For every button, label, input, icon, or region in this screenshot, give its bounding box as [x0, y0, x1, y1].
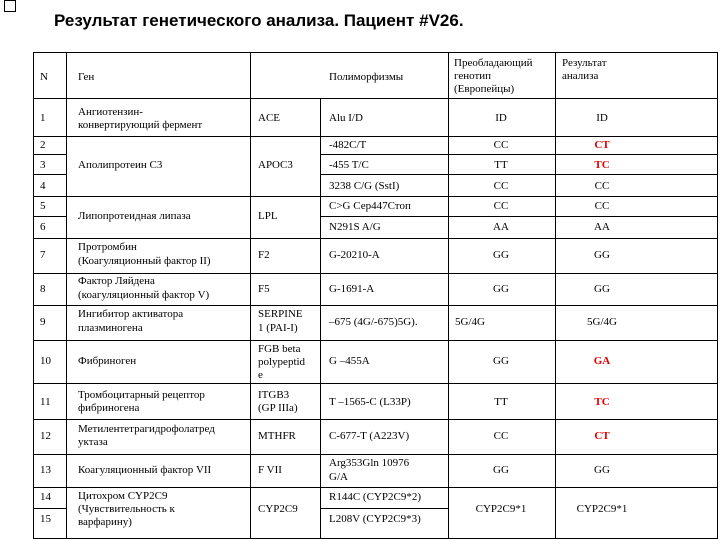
row-9-symbol-line2: 1 (PAI-I)	[258, 322, 298, 334]
row-13-symbol: F VII	[258, 464, 282, 476]
row-12-polymorphism: C-677-T (A223V)	[329, 430, 410, 442]
row-1-gene-line2: конвертирующий фермент	[78, 119, 203, 131]
row-11-symbol-line2: (GP IIIa)	[258, 402, 298, 414]
row-8-gene-line1: Фактор Ляйдена	[78, 275, 155, 287]
row-7-prevalent: GG	[493, 249, 509, 261]
header-result-line2: анализа	[562, 70, 599, 82]
row-15-gene-line2: (Чувствительность к	[78, 503, 175, 515]
row-12-gene-line1: Метилентетрагидрофолатред	[78, 423, 215, 435]
row-1-n: 1	[40, 112, 46, 124]
row-11-result: TC	[594, 396, 610, 408]
row-3-symbol: APOC3	[258, 159, 293, 171]
row-4-result: CC	[594, 180, 610, 192]
row-2-polymorphism: -482C/T	[329, 139, 367, 151]
row-3-polymorphism: -455 T/C	[329, 159, 369, 171]
row-5-n: 5	[40, 200, 46, 212]
header-polymorphisms: Полиморфизмы	[329, 71, 404, 83]
row-4-n: 4	[40, 180, 46, 192]
row-12-gene-line2: уктаза	[78, 436, 108, 448]
header-prevalent-line3: (Европейцы)	[454, 83, 515, 95]
row-11-gene-line1: Тромбоцитарный рецептор	[78, 389, 205, 401]
row-1-result: ID	[596, 112, 608, 124]
row-1-symbol: ACE	[258, 112, 280, 124]
row-1-gene-line1: Ангиотензин-	[78, 106, 143, 118]
row-13-prevalent: GG	[493, 464, 509, 476]
row-7-n: 7	[40, 249, 46, 261]
row-1-polymorphism: Alu I/D	[329, 112, 363, 124]
row-13-result: GG	[594, 464, 610, 476]
row-13-polymorphism-line1: Arg353Gln 10976	[329, 457, 410, 469]
row-3-gene: Аполипротеин С3	[78, 159, 163, 171]
row-2-prevalent: CC	[493, 139, 509, 151]
row-12-prevalent: CC	[493, 430, 509, 442]
row-11-gene-line2: фибриногена	[78, 402, 140, 414]
row-15-polymorphism: L208V (CYP2C9*3)	[329, 513, 421, 525]
row-13-n: 13	[40, 464, 51, 476]
row-10-symbol-line3: e	[258, 369, 263, 381]
row-8-n: 8	[40, 283, 46, 295]
row-15-result: CYP2C9*1	[576, 503, 628, 515]
row-9-n: 9	[40, 316, 46, 328]
row-9-result: 5G/4G	[587, 316, 617, 328]
row-9-polymorphism: –675 (4G/-675)5G).	[329, 316, 418, 328]
row-3-prevalent: TT	[494, 159, 508, 171]
row-8-prevalent: GG	[493, 283, 509, 295]
header-prevalent-line2: генотип	[454, 70, 492, 82]
header-n: N	[40, 71, 48, 83]
row-10-symbol-line1: FGB beta	[258, 343, 301, 355]
row-3-result: TC	[594, 159, 610, 171]
row-3-n: 3	[40, 159, 46, 171]
row-15-symbol: CYP2C9	[258, 503, 298, 515]
row-12-result: CT	[594, 430, 610, 442]
page-title: Результат генетического анализа. Пациент #V26.	[54, 11, 464, 30]
row-10-result: GA	[593, 355, 611, 367]
row-6-gene: Липопротеидная липаза	[78, 210, 191, 222]
row-10-prevalent: GG	[493, 355, 509, 367]
row-6-result: AA	[594, 221, 610, 233]
row-6-n: 6	[40, 221, 46, 233]
row-10-n: 10	[40, 355, 51, 367]
row-8-result: GG	[594, 283, 610, 295]
row-9-gene-line1: Ингибитор активатора	[78, 308, 184, 320]
row-2-result: CT	[594, 139, 610, 151]
row-10-polymorphism: G –455A	[329, 355, 370, 367]
row-14-n: 14	[40, 491, 51, 503]
row-7-result: GG	[594, 249, 610, 261]
row-14-polymorphism: R144C (CYP2C9*2)	[329, 491, 421, 503]
row-9-prevalent: 5G/4G	[455, 316, 485, 328]
row-6-symbol: LPL	[258, 210, 278, 222]
row-11-prevalent: TT	[494, 396, 508, 408]
row-7-gene-line2: (Коагуляционный фактор II)	[78, 255, 211, 267]
row-9-symbol-line1: SERPINE	[258, 308, 303, 320]
row-12-n: 12	[40, 430, 51, 442]
row-8-polymorphism: G-1691-A	[329, 283, 375, 295]
row-15-gene-line3: варфарину)	[78, 516, 132, 528]
row-9-gene-line2: плазминогена	[78, 322, 143, 334]
header-prevalent-line1: Преобладающий	[454, 57, 533, 69]
row-15-prevalent: CYP2C9*1	[475, 503, 527, 515]
row-13-gene: Коагуляционный фактор VII	[78, 464, 212, 476]
row-5-prevalent: CC	[493, 200, 509, 212]
row-1-prevalent: ID	[495, 112, 507, 124]
row-7-gene-line1: Протромбин	[78, 241, 137, 253]
row-15-n: 15	[40, 513, 51, 525]
row-15-gene-line1: Цитохром CYP2C9	[78, 490, 168, 502]
row-8-symbol: F5	[258, 283, 270, 295]
row-6-prevalent: AA	[493, 221, 509, 233]
header-gene: Ген	[78, 71, 95, 83]
header-result-line1: Результат	[562, 57, 607, 69]
row-10-symbol-line2: polypeptid	[258, 356, 306, 368]
row-5-result: CC	[594, 200, 610, 212]
row-8-gene-line2: (коагуляционный фактор V)	[78, 289, 210, 301]
row-2-n: 2	[40, 139, 46, 151]
row-5-polymorphism: C>G Сер447Стоп	[329, 200, 411, 212]
row-12-symbol: MTHFR	[258, 430, 296, 442]
row-11-polymorphism: T –1565-C (L33P)	[329, 396, 411, 408]
row-4-prevalent: CC	[493, 180, 509, 192]
row-4-polymorphism: 3238 C/G (SstI)	[329, 180, 400, 192]
row-11-n: 11	[40, 396, 51, 408]
row-7-polymorphism: G-20210-A	[329, 249, 380, 261]
row-11-symbol-line1: ITGB3	[258, 389, 290, 401]
row-13-polymorphism-line2: G/A	[329, 471, 348, 483]
row-6-polymorphism: N291S A/G	[329, 221, 381, 233]
row-7-symbol: F2	[258, 249, 270, 261]
row-10-gene: Фибриноген	[78, 355, 137, 367]
